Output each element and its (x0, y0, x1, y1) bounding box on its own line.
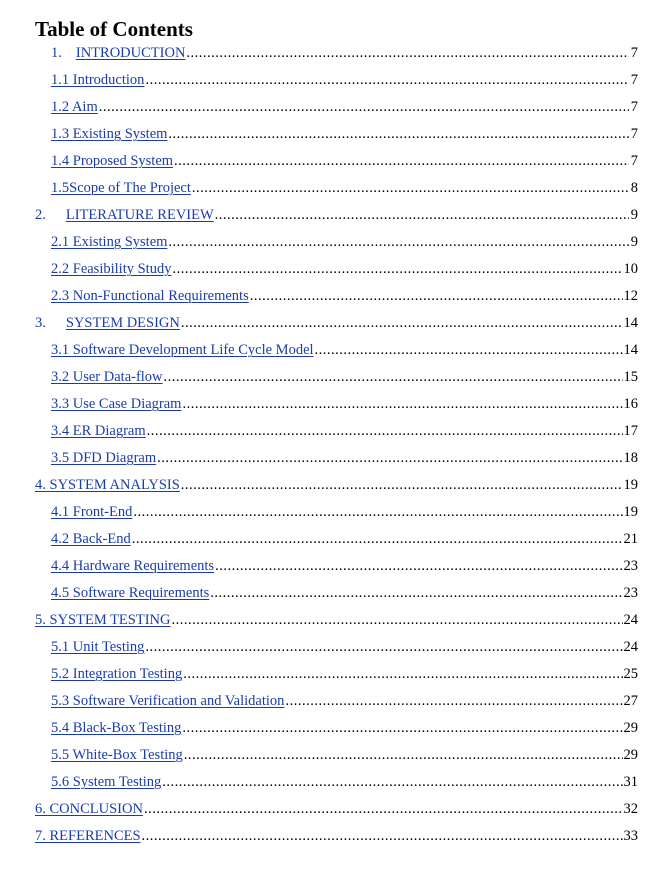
toc-entry-1-1[interactable] (51, 69, 638, 89)
leader-dots (168, 125, 629, 143)
toc-link-5-6[interactable]: 5.6 System Testing (51, 774, 162, 790)
leader-dots (184, 746, 623, 764)
toc-link-literature-review[interactable]: 2. LITERATURE REVIEW (35, 207, 214, 223)
page-number: 14 (623, 342, 638, 358)
page-number: 23 (623, 558, 638, 574)
toc-link-2-1[interactable]: 2.1 Existing System (51, 234, 168, 250)
page-number: 32 (623, 801, 638, 817)
toc-link-1-5[interactable]: 1.5Scope of The Project (51, 180, 191, 196)
toc-link-3-2[interactable]: 3.2 User Data-flow (51, 369, 163, 385)
toc-entry-1-5[interactable] (51, 177, 638, 197)
leader-dots (182, 395, 622, 413)
leader-dots (99, 98, 629, 116)
page-number: 25 (623, 666, 638, 682)
toc-entry-3[interactable] (35, 312, 638, 332)
toc-link-system-analysis[interactable]: 4. SYSTEM ANALYSIS (35, 477, 180, 493)
page-number: 23 (623, 585, 638, 601)
leader-dots (133, 503, 622, 521)
page-number: 7 (630, 153, 638, 169)
toc-link-references[interactable]: 7. REFERENCES (35, 828, 141, 844)
toc-entry-5-3[interactable] (51, 690, 638, 710)
toc-entry-4[interactable] (35, 474, 638, 494)
toc-entry-7[interactable] (35, 825, 638, 845)
toc-entry-3-4[interactable] (51, 420, 638, 440)
toc-entry-3-1[interactable] (51, 339, 638, 359)
leader-dots (157, 449, 622, 467)
toc-entry-2-3[interactable] (51, 285, 638, 305)
page-number: 15 (623, 369, 638, 385)
toc-link-1-1[interactable]: 1.1 Introduction (51, 72, 145, 88)
page-number: 29 (623, 720, 638, 736)
toc-entry-2-2[interactable] (51, 258, 638, 278)
page-number: 27 (623, 693, 638, 709)
page-number: 18 (623, 450, 638, 466)
toc-entry-4-5[interactable] (51, 582, 638, 602)
page-number: 12 (623, 288, 638, 304)
leader-dots (147, 422, 623, 440)
toc-entry-4-2[interactable] (51, 528, 638, 548)
toc-link-1-3[interactable]: 1.3 Existing System (51, 126, 168, 142)
page-number: 33 (623, 828, 638, 844)
page-number: 16 (623, 396, 638, 412)
page-number: 9 (630, 234, 638, 250)
page-number: 7 (630, 45, 638, 61)
leader-dots (215, 557, 622, 575)
page-number: 19 (623, 504, 638, 520)
toc-link-4-1[interactable]: 4.1 Front-End (51, 504, 133, 520)
leader-dots (183, 665, 622, 683)
toc-entry-6[interactable] (35, 798, 638, 818)
toc-entry-5-4[interactable] (51, 717, 638, 737)
page-number: 17 (623, 423, 638, 439)
page-number: 7 (630, 72, 638, 88)
leader-dots (164, 368, 623, 386)
toc-entry-1[interactable] (51, 42, 638, 62)
toc-link-1-4[interactable]: 1.4 Proposed System (51, 153, 174, 169)
toc-link-4-2[interactable]: 4.2 Back-End (51, 531, 131, 547)
leader-dots (168, 233, 629, 251)
toc-entry-5-6[interactable] (51, 771, 638, 791)
toc-entry-3-2[interactable] (51, 366, 638, 386)
leader-dots (192, 179, 629, 197)
toc-link-3-3[interactable]: 3.3 Use Case Diagram (51, 396, 182, 412)
leader-dots (132, 530, 623, 548)
leader-dots (162, 773, 622, 791)
page-number: 7 (630, 126, 638, 142)
leader-dots (210, 584, 622, 602)
toc-link-5-1[interactable]: 5.1 Unit Testing (51, 639, 145, 655)
toc-link-1-2[interactable]: 1.2 Aim (51, 99, 98, 115)
page-number: 19 (623, 477, 638, 493)
page-number: 10 (623, 261, 638, 277)
page-number: 24 (623, 612, 638, 628)
toc-entry-2[interactable] (35, 204, 638, 224)
toc-link-system-design[interactable]: 3. SYSTEM DESIGN (35, 315, 180, 331)
toc-entry-1-2[interactable] (51, 96, 638, 116)
toc-link-5-2[interactable]: 5.2 Integration Testing (51, 666, 183, 682)
toc-link-3-1[interactable]: 3.1 Software Development Life Cycle Model (51, 342, 314, 358)
leader-dots (145, 638, 622, 656)
leader-dots (181, 476, 623, 494)
page-number: 14 (623, 315, 638, 331)
leader-dots (215, 206, 629, 224)
page-number: 31 (623, 774, 638, 790)
toc-link-3-4[interactable]: 3.4 ER Diagram (51, 423, 146, 439)
leader-dots (171, 611, 622, 629)
toc-entry-2-1[interactable] (51, 231, 638, 251)
page-number: 9 (630, 207, 638, 223)
toc-link-conclusion[interactable]: 6. CONCLUSION (35, 801, 143, 817)
toc-entry-3-5[interactable] (51, 447, 638, 467)
leader-dots (145, 71, 629, 89)
toc-link-4-4[interactable]: 4.4 Hardware Requirements (51, 558, 215, 574)
toc-link-5-3[interactable]: 5.3 Software Verification and Validation (51, 693, 285, 709)
leader-dots (182, 719, 622, 737)
toc-link-2-2[interactable]: 2.2 Feasibility Study (51, 261, 172, 277)
leader-dots (144, 800, 623, 818)
toc-entry-1-3[interactable] (51, 123, 638, 143)
toc-link-5-5[interactable]: 5.5 White-Box Testing (51, 747, 183, 763)
toc-link-2-3[interactable]: 2.3 Non-Functional Requirements (51, 288, 249, 304)
toc-entry-3-3[interactable] (51, 393, 638, 413)
leader-dots (315, 341, 623, 359)
toc-entry-1-4[interactable] (51, 150, 638, 170)
leader-dots (186, 44, 629, 62)
toc-link-5-4[interactable]: 5.4 Black-Box Testing (51, 720, 182, 736)
page-number: 29 (623, 747, 638, 763)
toc-link-3-5[interactable]: 3.5 DFD Diagram (51, 450, 157, 466)
page-number: 24 (623, 639, 638, 655)
toc-entry-5-5[interactable] (51, 744, 638, 764)
toc-entry-5[interactable] (35, 609, 638, 629)
toc-link-4-5[interactable]: 4.5 Software Requirements (51, 585, 210, 601)
toc-entry-4-1[interactable] (51, 501, 638, 521)
leader-dots (250, 287, 623, 305)
toc-entry-5-1[interactable] (51, 636, 638, 656)
leader-dots (142, 827, 623, 845)
toc-entry-5-2[interactable] (51, 663, 638, 683)
toc-link-introduction[interactable]: 1. INTRODUCTION (51, 45, 186, 61)
leader-dots (181, 314, 623, 332)
leader-dots (285, 692, 622, 710)
page-number: 8 (630, 180, 638, 196)
page-number: 7 (630, 99, 638, 115)
toc-link-system-testing[interactable]: 5. SYSTEM TESTING (35, 612, 171, 628)
page-number: 21 (623, 531, 638, 547)
toc-entry-4-4[interactable] (51, 555, 638, 575)
leader-dots (172, 260, 622, 278)
leader-dots (174, 152, 629, 170)
toc-title: Table of Contents (35, 17, 193, 41)
